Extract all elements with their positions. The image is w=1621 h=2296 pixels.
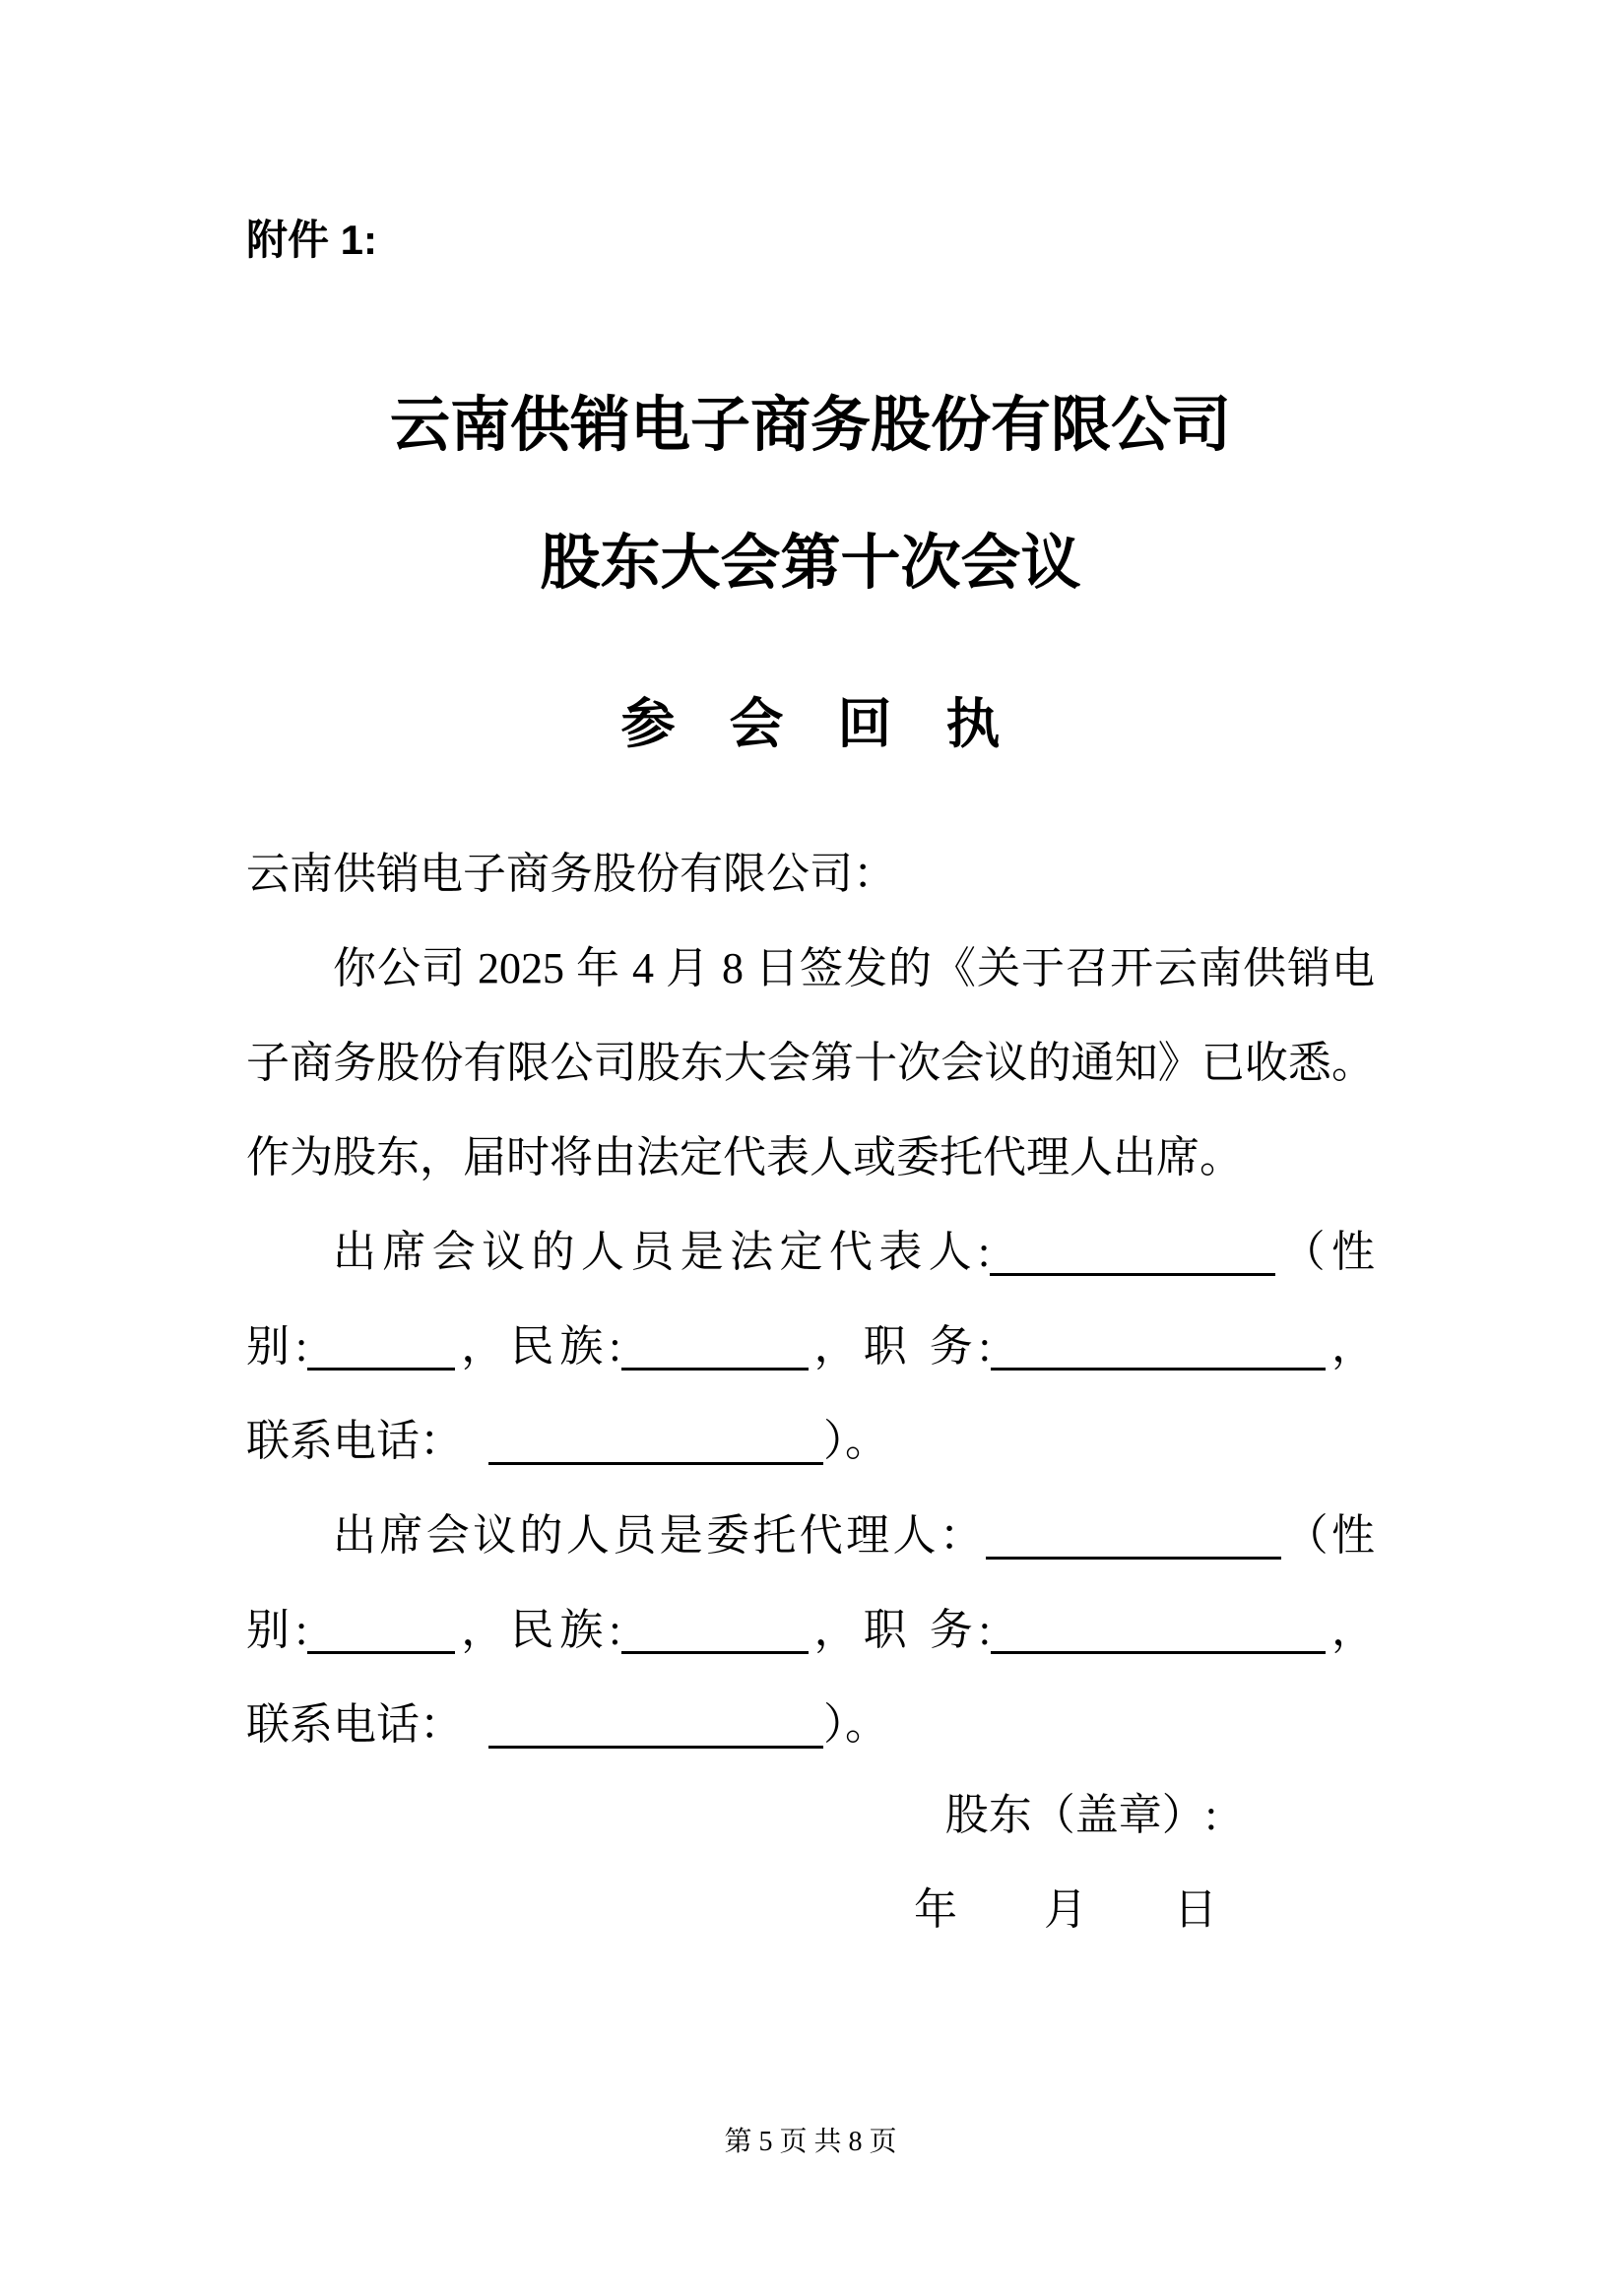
shareholder-stamp-label: 股东（盖章）: xyxy=(944,1791,1217,1839)
legal-rep-phone-label: 联系电话： xyxy=(246,1417,463,1465)
legal-rep-gender-label: 别: xyxy=(246,1322,308,1371)
paragraph1-line3: 作为股东，届时将由法定代表人或委托代理人出席。 xyxy=(246,1133,1243,1181)
proxy-line2-comma: ， xyxy=(1325,1606,1375,1654)
legal-rep-line3-close: ）。 xyxy=(823,1417,888,1465)
proxy-name-blank xyxy=(986,1513,1281,1560)
paragraph1-line1: 你公司 2025 年 4 月 8 日签发的《关于召开云南供销电 xyxy=(333,944,1375,992)
document-title-line1: 云南供销电子商务股份有限公司 xyxy=(389,393,1231,459)
proxy-ethnicity-label: ，民族: xyxy=(455,1606,621,1654)
page-number-footer: 第 5 页 共 8 页 xyxy=(724,2127,897,2157)
proxy-gender-blank xyxy=(307,1608,455,1654)
legal-rep-position-blank xyxy=(991,1324,1326,1371)
legal-rep-name-blank xyxy=(990,1230,1275,1276)
paragraph1-line2: 子商务股份有限公司股东大会第十次会议的通知》已收悉。 xyxy=(246,1039,1375,1087)
date-line: 年 月 日 xyxy=(914,1885,1217,1934)
proxy-line2 xyxy=(246,1601,1375,1660)
proxy-line1-paren: （性 xyxy=(1281,1511,1375,1560)
proxy-position-blank xyxy=(991,1608,1326,1654)
proxy-phone-blank xyxy=(488,1702,823,1749)
legal-rep-line2-comma: ， xyxy=(1325,1322,1375,1371)
proxy-line3-close: ）。 xyxy=(823,1700,888,1749)
legal-rep-line1-paren: （性 xyxy=(1275,1228,1376,1276)
proxy-line1-text: 出席会议的人员是委托代理人： xyxy=(333,1511,987,1560)
proxy-gender-label: 别: xyxy=(246,1606,308,1654)
attachment-label: 附件 1: xyxy=(246,217,378,263)
document-subtitle: 参 会 回 执 xyxy=(620,694,1001,754)
proxy-position-label: ，职 务: xyxy=(808,1606,991,1654)
legal-rep-position-label: ，职 务: xyxy=(808,1322,991,1371)
proxy-ethnicity-blank xyxy=(621,1608,809,1654)
legal-rep-line2 xyxy=(246,1317,1375,1376)
legal-rep-ethnicity-blank xyxy=(621,1324,809,1371)
salutation-line: 云南供销电子商务股份有限公司： xyxy=(246,850,896,898)
legal-rep-ethnicity-label: ，民族: xyxy=(455,1322,621,1371)
proxy-line1 xyxy=(246,1506,1375,1565)
legal-rep-line3 xyxy=(246,1412,1375,1471)
proxy-line3 xyxy=(246,1695,1375,1754)
legal-rep-gender-blank xyxy=(307,1324,455,1371)
legal-rep-phone-blank xyxy=(488,1419,823,1465)
proxy-phone-label: 联系电话： xyxy=(246,1700,463,1749)
legal-rep-line1-text: 出席会议的人员是法定代表人: xyxy=(333,1228,991,1276)
legal-rep-line1 xyxy=(246,1223,1375,1282)
document-title-line2: 股东大会第十次会议 xyxy=(540,531,1081,597)
